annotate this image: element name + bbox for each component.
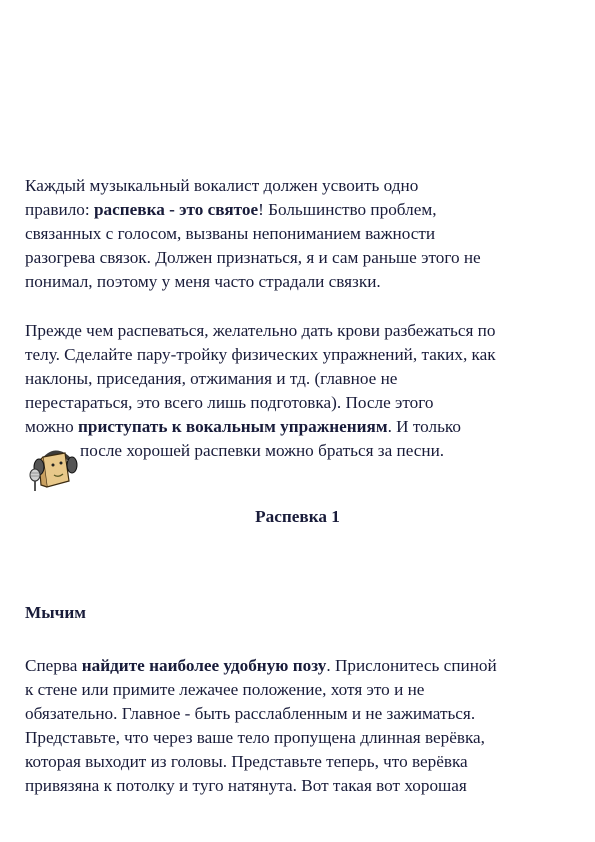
text-line: обязательно. Главное - быть расслабленным и не зажиматься. — [25, 704, 476, 723]
exercise-paragraph — [25, 654, 580, 798]
text-line: Сперва найдите наиболее удобную позу. Прислонитесь спиной — [25, 656, 497, 675]
text-line: которая выходит из головы. Представьте теперь, что верёвка — [25, 752, 468, 771]
text-line: Представьте, что через ваше тело пропущена длинная верёвка, — [25, 728, 485, 747]
section-heading: Распевка 1 — [255, 507, 340, 526]
text-line: правило: распевка - это святое! Большинство проблем, — [25, 200, 437, 219]
text-line: после хорошей распевки можно браться за песни. — [80, 441, 445, 460]
text-line: Каждый музыкальный вокалист должен усвоить одно — [25, 176, 419, 195]
singer-with-headphones-microphone-icon — [25, 441, 83, 493]
text-line: Прежде чем распеваться, желательно дать крови разбежаться по — [25, 321, 496, 340]
text-line: наклоны, приседания, отжимания и тд. (главное не — [25, 369, 398, 388]
intro-paragraph — [25, 174, 580, 294]
text-line: можно приступать к вокальным упражнениям. И только — [25, 417, 462, 436]
emphasis-text: приступать к вокальным упражнениям — [78, 417, 388, 436]
text-line: разогрева связок. Должен признаться, я и сам раньше этого не — [25, 248, 481, 267]
warmup-paragraph — [25, 319, 580, 463]
text-line: привязяна к потолку и туго натянута. Вот такая вот хорошая — [25, 776, 467, 795]
text-line: понимал, поэтому у меня часто страдали связки. — [25, 272, 381, 291]
text-line: телу. Сделайте пару-тройку физических упражнений, таких, как — [25, 345, 496, 364]
text-line: связанных с голосом, вызваны непониманием важности — [25, 224, 436, 243]
text-line: перестараться, это всего лишь подготовка). После этого — [25, 393, 434, 412]
emphasis-text: распевка - это святое — [93, 200, 259, 219]
emphasis-text: найдите наиболее удобную позу — [81, 656, 327, 675]
text-line: к стене или примите лежачее положение, хотя это и не — [25, 680, 425, 699]
subsection-heading: Мычим — [25, 603, 86, 622]
